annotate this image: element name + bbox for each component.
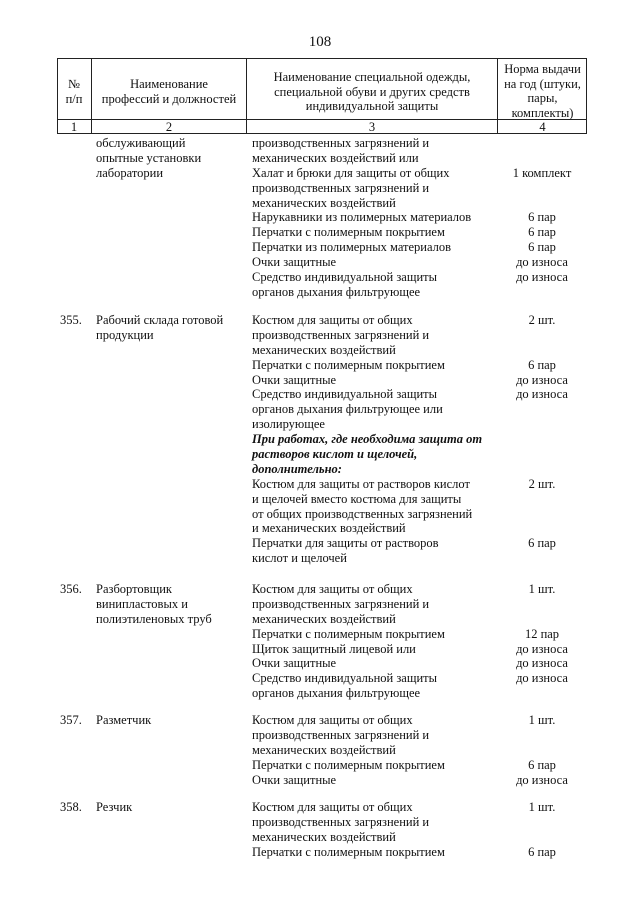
item-line: производственных загрязнений и — [252, 727, 430, 742]
item-line: изолирующее — [252, 417, 325, 432]
row-number: 356. — [60, 582, 82, 596]
item-line: производственных загрязнений и — [252, 180, 430, 195]
item-line: Костюм для защиты от растворов кислот — [252, 476, 470, 491]
issue-norms — [498, 582, 586, 701]
item-quantity: до износа — [516, 372, 568, 387]
item-quantity: 6 пар — [528, 357, 556, 372]
profession-name — [96, 313, 246, 343]
item-line: механических воздействий — [252, 742, 396, 757]
item-line: Очки защитные — [252, 772, 337, 787]
issue-norms — [498, 713, 586, 787]
header-col4: Норма выдачи на год (штуки, пары, комплекты) — [504, 62, 581, 120]
item-line: Очки защитные — [252, 255, 337, 270]
item-line: и механических воздействий — [252, 521, 406, 536]
profession-line: полиэтиленовых труб — [96, 611, 212, 626]
item-quantity: до износа — [516, 387, 568, 402]
protection-items — [252, 800, 497, 860]
profession-line: винипластовых и — [96, 596, 188, 611]
row-number: 357. — [60, 713, 82, 727]
profession-line: Разбортовщик — [96, 582, 172, 596]
item-line: механических воздействий — [252, 342, 396, 357]
item-quantity: до износа — [516, 656, 568, 671]
item-quantity: до износа — [516, 772, 568, 787]
protection-items — [252, 136, 497, 300]
item-quantity: 2 шт. — [528, 476, 556, 491]
item-line: и щелочей вместо костюма для защиты — [252, 491, 462, 506]
item-quantity: 6 пар — [528, 225, 556, 240]
profession-name — [96, 136, 246, 181]
item-quantity: 6 пар — [528, 757, 556, 772]
item-quantity: 6 пар — [528, 844, 556, 859]
item-line: Костюм для защиты от общих — [252, 582, 413, 596]
item-line: Костюм для защиты от общих — [252, 713, 413, 727]
page-number: 108 — [308, 34, 332, 50]
item-quantity: до износа — [516, 641, 568, 656]
item-quantity: 1 шт. — [528, 582, 556, 596]
condition-note-line: растворов кислот и щелочей, — [252, 447, 418, 462]
item-line: Перчатки для защиты от растворов — [252, 536, 439, 551]
header-col2: Наименование профессий и должностей — [101, 77, 237, 106]
item-line: Перчатки с полимерным покрытием — [252, 357, 445, 372]
item-quantity: 6 пар — [528, 536, 556, 551]
item-line: Перчатки с полимерным покрытием — [252, 225, 445, 240]
item-quantity — [498, 432, 586, 477]
item-line: Щиток защитный лицевой или — [252, 641, 416, 656]
header-num-4: 4 — [539, 120, 546, 134]
header-col3: Наименование специальной одежды, специальной обуви и других средств индивидуальной защиты — [273, 70, 471, 113]
header-num-1: 1 — [70, 120, 78, 134]
item-line: Средство индивидуальной защиты — [252, 387, 438, 402]
item-line: механических воздействий или — [252, 150, 419, 165]
item-line: производственных загрязнений и — [252, 136, 430, 150]
profession-line: лаборатории — [96, 165, 164, 180]
item-quantity: 12 пар — [524, 626, 560, 641]
item-line: Средство индивидуальной защиты — [252, 671, 438, 686]
protection-items — [252, 582, 497, 701]
item-quantity: 1 комплект — [512, 165, 572, 180]
profession-name — [96, 582, 246, 627]
profession-line: Рабочий склада готовой — [96, 313, 224, 327]
protection-items — [252, 313, 497, 566]
item-line: Очки защитные — [252, 372, 337, 387]
item-line: Халат и брюки для защиты от общих — [252, 165, 450, 180]
item-quantity: до износа — [516, 671, 568, 686]
item-line: органов дыхания фильтрующее или — [252, 402, 443, 417]
item-quantity: 6 пар — [528, 240, 556, 255]
item-quantity: 2 шт. — [528, 313, 556, 327]
item-line: Костюм для защиты от общих — [252, 800, 413, 814]
item-line: Очки защитные — [252, 656, 337, 671]
row-number: 358. — [60, 800, 82, 814]
condition-note-line: дополнительно: — [252, 461, 342, 476]
item-quantity: 1 шт. — [528, 713, 556, 727]
protection-items — [252, 713, 497, 787]
profession-line: опытные установки — [96, 150, 202, 165]
item-line: органов дыхания фильтрующее — [252, 284, 421, 299]
condition-note-line: При работах, где необходима защита от — [252, 432, 483, 447]
profession-line: обслуживающий — [96, 136, 186, 150]
item-line: Средство индивидуальной защиты — [252, 270, 438, 285]
item-line: механических воздействий — [252, 195, 396, 210]
issue-norms — [498, 800, 586, 860]
item-line: Перчатки с полимерным покрытием — [252, 626, 445, 641]
profession-line: Резчик — [96, 800, 133, 814]
item-quantity — [498, 136, 586, 166]
item-line: Перчатки с полимерным покрытием — [252, 757, 445, 772]
issue-norms — [498, 136, 586, 300]
item-line: органов дыхания фильтрующее — [252, 686, 421, 701]
item-line: Перчатки с полимерным покрытием — [252, 844, 445, 859]
item-line: Нарукавники из полимерных материалов — [252, 210, 472, 225]
item-line: от общих производственных загрязнений — [252, 506, 473, 521]
profession-line: Разметчик — [96, 713, 152, 727]
header-num-2: 2 — [165, 120, 173, 134]
item-quantity: до износа — [516, 255, 568, 270]
item-quantity: 6 пар — [528, 210, 556, 225]
header-col1: № п/п — [65, 77, 83, 106]
item-line: производственных загрязнений и — [252, 596, 430, 611]
item-line: механических воздействий — [252, 829, 396, 844]
profession-name — [96, 800, 246, 815]
profession-line: продукции — [96, 327, 154, 342]
item-line: механических воздействий — [252, 611, 396, 626]
item-line: производственных загрязнений и — [252, 814, 430, 829]
item-line: Костюм для защиты от общих — [252, 313, 413, 327]
item-line: производственных загрязнений и — [252, 327, 430, 342]
item-line: кислот и щелочей — [252, 551, 347, 566]
item-quantity: до износа — [516, 270, 568, 285]
issue-norms — [498, 313, 586, 566]
item-quantity: 1 шт. — [528, 800, 556, 814]
header-num-3: 3 — [368, 120, 376, 134]
item-line: Перчатки из полимерных материалов — [252, 240, 452, 255]
profession-name — [96, 713, 246, 728]
row-number: 355. — [60, 313, 82, 327]
